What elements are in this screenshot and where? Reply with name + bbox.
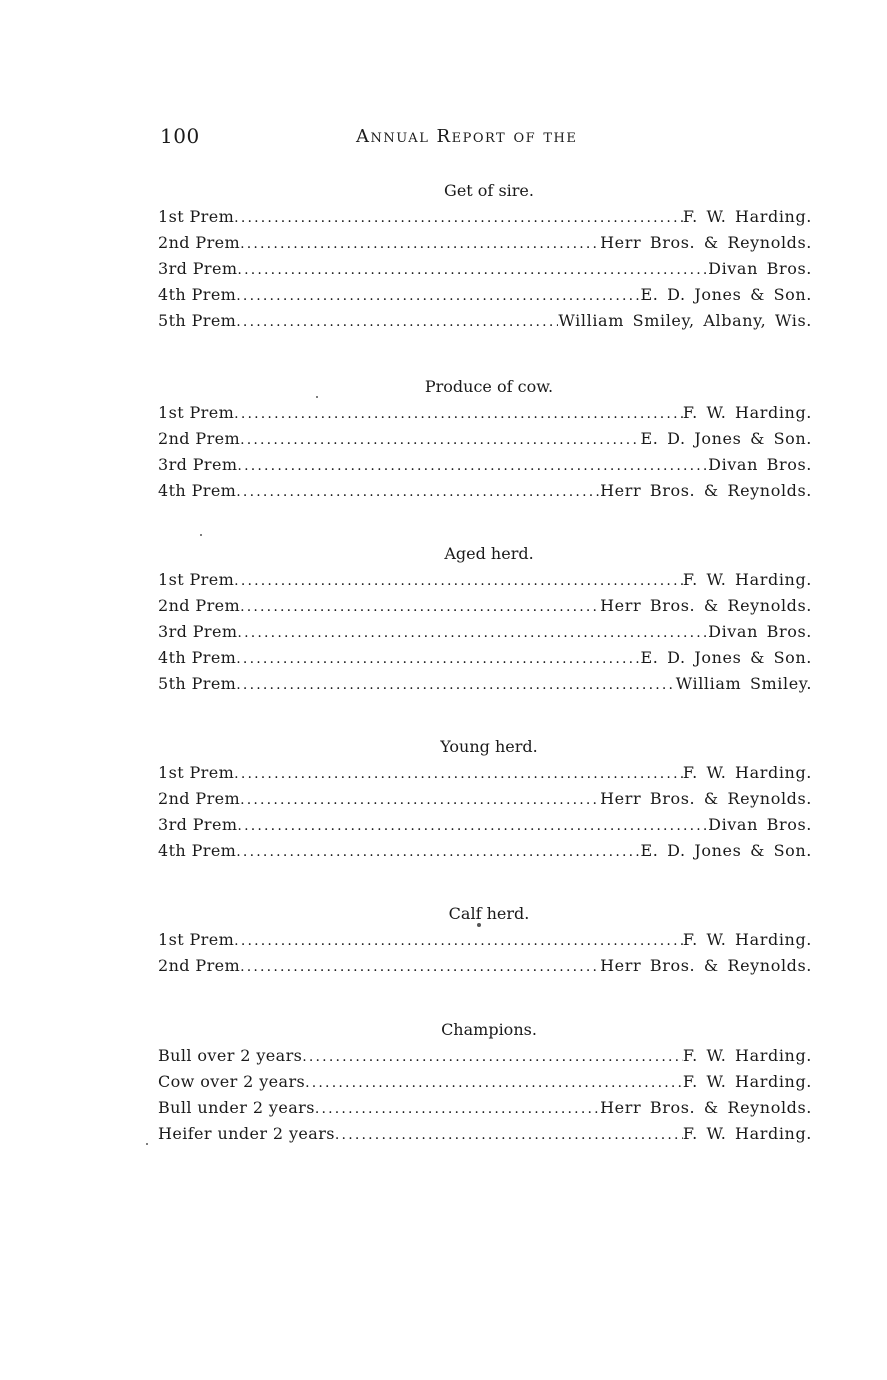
award-winner: Divan Bros. [708,259,812,278]
dot-leader [234,205,683,231]
dot-leader [240,787,600,813]
award-rank: 3rd Prem [158,815,238,834]
section-title: Champions. [441,1020,537,1039]
dot-leader [237,257,708,283]
award-rank: Bull under 2 years [158,1098,315,1117]
award-rank: 1st Prem [158,570,235,589]
premium-list [158,178,812,1147]
award-winner: F. W. Harding. [682,403,812,422]
award-winner: E. D. Jones & Son. [640,648,812,667]
section-title: Calf herd. [448,904,530,923]
scan-speck [477,923,481,927]
award-winner: F. W. Harding. [682,930,812,949]
dot-leader [236,646,640,672]
award-entry [158,282,812,308]
section-spacer [158,864,812,901]
dot-leader [315,1096,600,1122]
award-winner: F. W. Harding. [682,207,812,226]
award-entry [158,256,812,282]
award-winner: Divan Bros. [708,815,812,834]
dot-leader [240,231,600,257]
award-rank: Heifer under 2 years [158,1124,335,1143]
award-rank: 4th Prem [158,648,237,667]
award-entry [158,812,812,838]
award-winner: Herr Bros. & Reynolds. [600,233,812,252]
award-rank: Bull over 2 years [158,1046,303,1065]
section-title: Young herd. [440,737,538,756]
section-produce-of-cow [158,374,812,504]
award-winner: Herr Bros. & Reynolds. [600,596,812,615]
award-entry [158,593,812,619]
award-entry [158,838,812,864]
dot-leader [240,954,600,980]
award-entry [158,452,812,478]
section-spacer [158,334,812,374]
award-winner: E. D. Jones & Son. [640,429,812,448]
award-winner: F. W. Harding. [682,763,812,782]
award-entry [158,760,812,786]
award-entry [158,426,812,452]
award-rank: 2nd Prem [158,233,241,252]
section-get-of-sire [158,178,812,334]
award-rank: 5th Prem [158,674,237,693]
dot-leader [240,427,640,453]
award-rank: 1st Prem [158,763,235,782]
award-entry [158,786,812,812]
award-entry [158,1043,812,1069]
section-young-herd [158,734,812,864]
dot-leader [236,479,600,505]
award-winner: William Smiley, Albany, Wis. [558,311,812,330]
award-rank: 4th Prem [158,285,237,304]
section-calf-herd [158,901,812,979]
award-rank: 4th Prem [158,481,237,500]
award-entry [158,204,812,230]
section-spacer [158,979,812,1017]
award-winner: Divan Bros. [708,622,812,641]
award-rank: 5th Prem [158,311,237,330]
award-entry [158,308,812,334]
award-winner: Herr Bros. & Reynolds. [600,789,812,808]
dot-leader [302,1044,683,1070]
section-title: Produce of cow. [424,377,554,396]
award-winner: F. W. Harding. [682,1124,812,1143]
award-winner: F. W. Harding. [682,570,812,589]
dot-leader [234,568,683,594]
award-winner: Herr Bros. & Reynolds. [600,481,812,500]
dot-leader [236,283,640,309]
award-winner: E. D. Jones & Son. [640,285,812,304]
award-entry [158,1121,812,1147]
award-entry [158,645,812,671]
dot-leader [237,453,708,479]
page-header [160,124,812,152]
award-entry [158,619,812,645]
dot-leader [240,594,600,620]
dot-leader [335,1122,683,1148]
award-rank: 1st Prem [158,207,235,226]
award-rank: 3rd Prem [158,259,238,278]
award-entry [158,671,812,697]
award-winner: F. W. Harding. [682,1072,812,1091]
award-rank: Cow over 2 years [158,1072,306,1091]
award-rank: 2nd Prem [158,429,241,448]
award-winner: Herr Bros. & Reynolds. [600,956,812,975]
award-rank: 3rd Prem [158,622,238,641]
award-entry [158,400,812,426]
award-entry [158,927,812,953]
award-entry [158,1069,812,1095]
section-title: Get of sire. [444,181,534,200]
scan-speck [200,534,202,536]
dot-leader [236,309,558,335]
section-spacer [158,504,812,541]
award-entry [158,567,812,593]
dot-leader [236,839,640,865]
dot-leader [305,1070,683,1096]
scan-speck [146,1143,148,1145]
award-rank: 3rd Prem [158,455,238,474]
dot-leader [237,813,708,839]
section-title: Aged herd. [444,544,534,563]
dot-leader [234,761,683,787]
award-rank: 4th Prem [158,841,237,860]
award-entry [158,478,812,504]
dot-leader [236,672,675,698]
award-entry [158,953,812,979]
award-winner: E. D. Jones & Son. [640,841,812,860]
section-aged-herd [158,541,812,697]
award-winner: F. W. Harding. [682,1046,812,1065]
section-spacer [158,697,812,734]
award-rank: 1st Prem [158,930,235,949]
award-entry [158,230,812,256]
dot-leader [234,928,683,954]
award-rank: 2nd Prem [158,596,241,615]
page-number: 100 [160,124,200,148]
dot-leader [237,620,708,646]
section-champions [158,1017,812,1147]
award-winner: Herr Bros. & Reynolds. [600,1098,812,1117]
running-head: Annual Report of the [356,126,578,147]
award-rank: 1st Prem [158,403,235,422]
dot-leader [234,401,683,427]
award-winner: William Smiley. [675,674,812,693]
award-entry [158,1095,812,1121]
award-rank: 2nd Prem [158,956,241,975]
scan-speck [316,396,318,398]
award-rank: 2nd Prem [158,789,241,808]
award-winner: Divan Bros. [708,455,812,474]
